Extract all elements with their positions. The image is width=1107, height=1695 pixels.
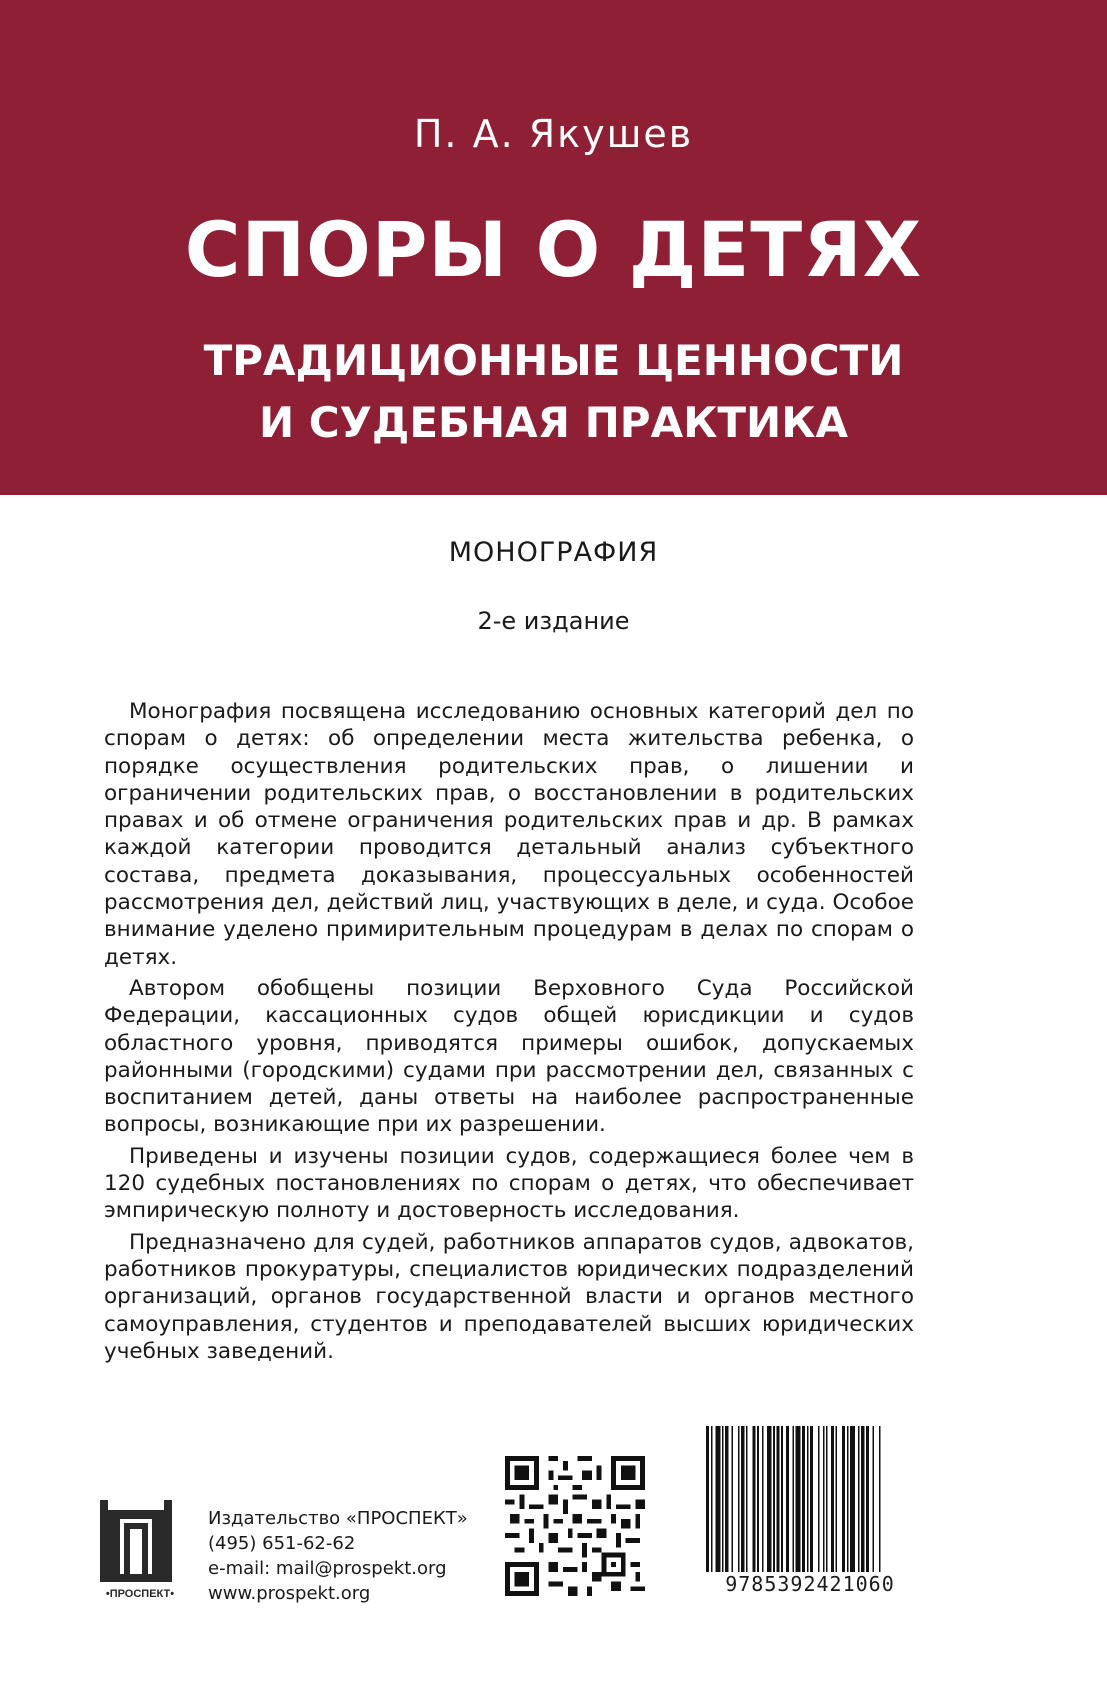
barcode-bar — [776, 1426, 779, 1572]
barcode-bar — [706, 1426, 709, 1572]
barcode-bar — [879, 1426, 881, 1572]
barcode-bar — [767, 1426, 772, 1572]
logo-wordmark: •ПРОСПЕКТ• — [105, 1588, 175, 1600]
publisher-email: e-mail: mail@prospekt.org — [208, 1558, 447, 1579]
subtitle-line-2: И СУДЕБНАЯ ПРАКТИКА — [258, 398, 849, 447]
barcode-bar — [818, 1426, 820, 1572]
publisher-info — [208, 1506, 468, 1606]
publisher-logo — [90, 1497, 190, 1602]
annotation-paragraph: Автором обобщены позиции Верховного Суда Российской Федерации, кассационных судов общей юрисдикции и судов областного уровня, приводятся примеры ошибок, допускаемых районными (городскими) судами при рассмотрении дел, связанных с воспитанием детей, даны ответы на наиболее распространенные вопросы, возникающие при их разрешении. — [104, 975, 914, 1138]
barcode-bar — [836, 1426, 838, 1572]
barcode-bar — [858, 1426, 860, 1572]
barcode-bar — [732, 1426, 734, 1572]
barcode-bar — [866, 1426, 869, 1572]
barcode-bar — [746, 1426, 748, 1572]
barcode-bar — [850, 1426, 855, 1572]
subtitle-line-1: ТРАДИЦИОННЫЕ ЦЕННОСТИ — [203, 336, 904, 385]
barcode-bar — [752, 1426, 755, 1572]
barcode-bar — [831, 1426, 834, 1572]
barcode-bar — [725, 1426, 728, 1572]
publisher-website: www.prospekt.org — [208, 1583, 371, 1604]
barcode-bar — [773, 1426, 775, 1572]
barcode-bar — [861, 1426, 864, 1572]
barcode-bar — [807, 1426, 809, 1572]
annotation-paragraph: Приведены и изучены позиции судов, содержащиеся более чем в 120 судебных постановлениях по спорам о детях, что обеспечивает эмпирическую полноту и достоверность исследования. — [104, 1143, 914, 1224]
author-name: П. А. Якушев — [413, 112, 694, 156]
barcode-bar — [802, 1426, 805, 1572]
barcode-bar — [762, 1426, 764, 1572]
publisher-name: Издательство «ПРОСПЕКТ» — [208, 1508, 468, 1529]
isbn-number: 9785392421060 — [700, 1572, 920, 1596]
barcode-bar — [711, 1426, 713, 1572]
barcode-bar — [738, 1426, 740, 1572]
barcode-bar — [757, 1426, 759, 1572]
barcode-bar — [716, 1426, 721, 1572]
barcode-bar — [826, 1426, 828, 1572]
barcode-bar — [796, 1426, 801, 1572]
barcode-bar — [823, 1426, 825, 1572]
annotation-text — [104, 698, 914, 1369]
book-subtitle — [0, 330, 1107, 454]
edition-label: 2-е издание — [477, 607, 630, 635]
barcode-bar — [842, 1426, 845, 1572]
barcode-bar — [872, 1426, 874, 1572]
barcode-bar — [810, 1426, 813, 1572]
barcode-bar — [781, 1426, 783, 1572]
barcode-bar — [722, 1426, 724, 1572]
title-band — [0, 0, 1107, 495]
annotation-paragraph: Предназначено для судей, работников аппаратов судов, адвокатов, работников прокуратуры, специалистов юридических подразделений организаций, органов государственной власти и органов местного самоуправления, студентов и преподавателей высших юридических учебных заведений. — [104, 1229, 914, 1364]
barcode-bar — [847, 1426, 849, 1572]
barcode-bar — [792, 1426, 794, 1572]
genre-label: МОНОГРАФИЯ — [448, 537, 659, 568]
annotation-paragraph: Монография посвящена исследованию основных категорий дел по спорам о детях: об определении места жительства ребенка, о порядке осуществления родительских прав, о лишении и ограничении родительских прав, о восстановлении в родительских правах и об отмене ограничения родительских прав и др. В рамках каждой категории проводится детальный анализ субъектного состава, предмета доказывания, процессуальных особенностей рассмотрения дел, действий лиц, участвующих в деле, и суда. Особое внимание уделено примирительным процедурам в делах по спорам о детях. — [104, 699, 914, 970]
qr-code — [505, 1456, 645, 1596]
barcode-bar — [741, 1426, 744, 1572]
publisher-phone: (495) 651-62-62 — [208, 1533, 356, 1554]
barcode-bar — [786, 1426, 789, 1572]
book-title: СПОРЫ О ДЕТЯХ — [184, 205, 923, 294]
